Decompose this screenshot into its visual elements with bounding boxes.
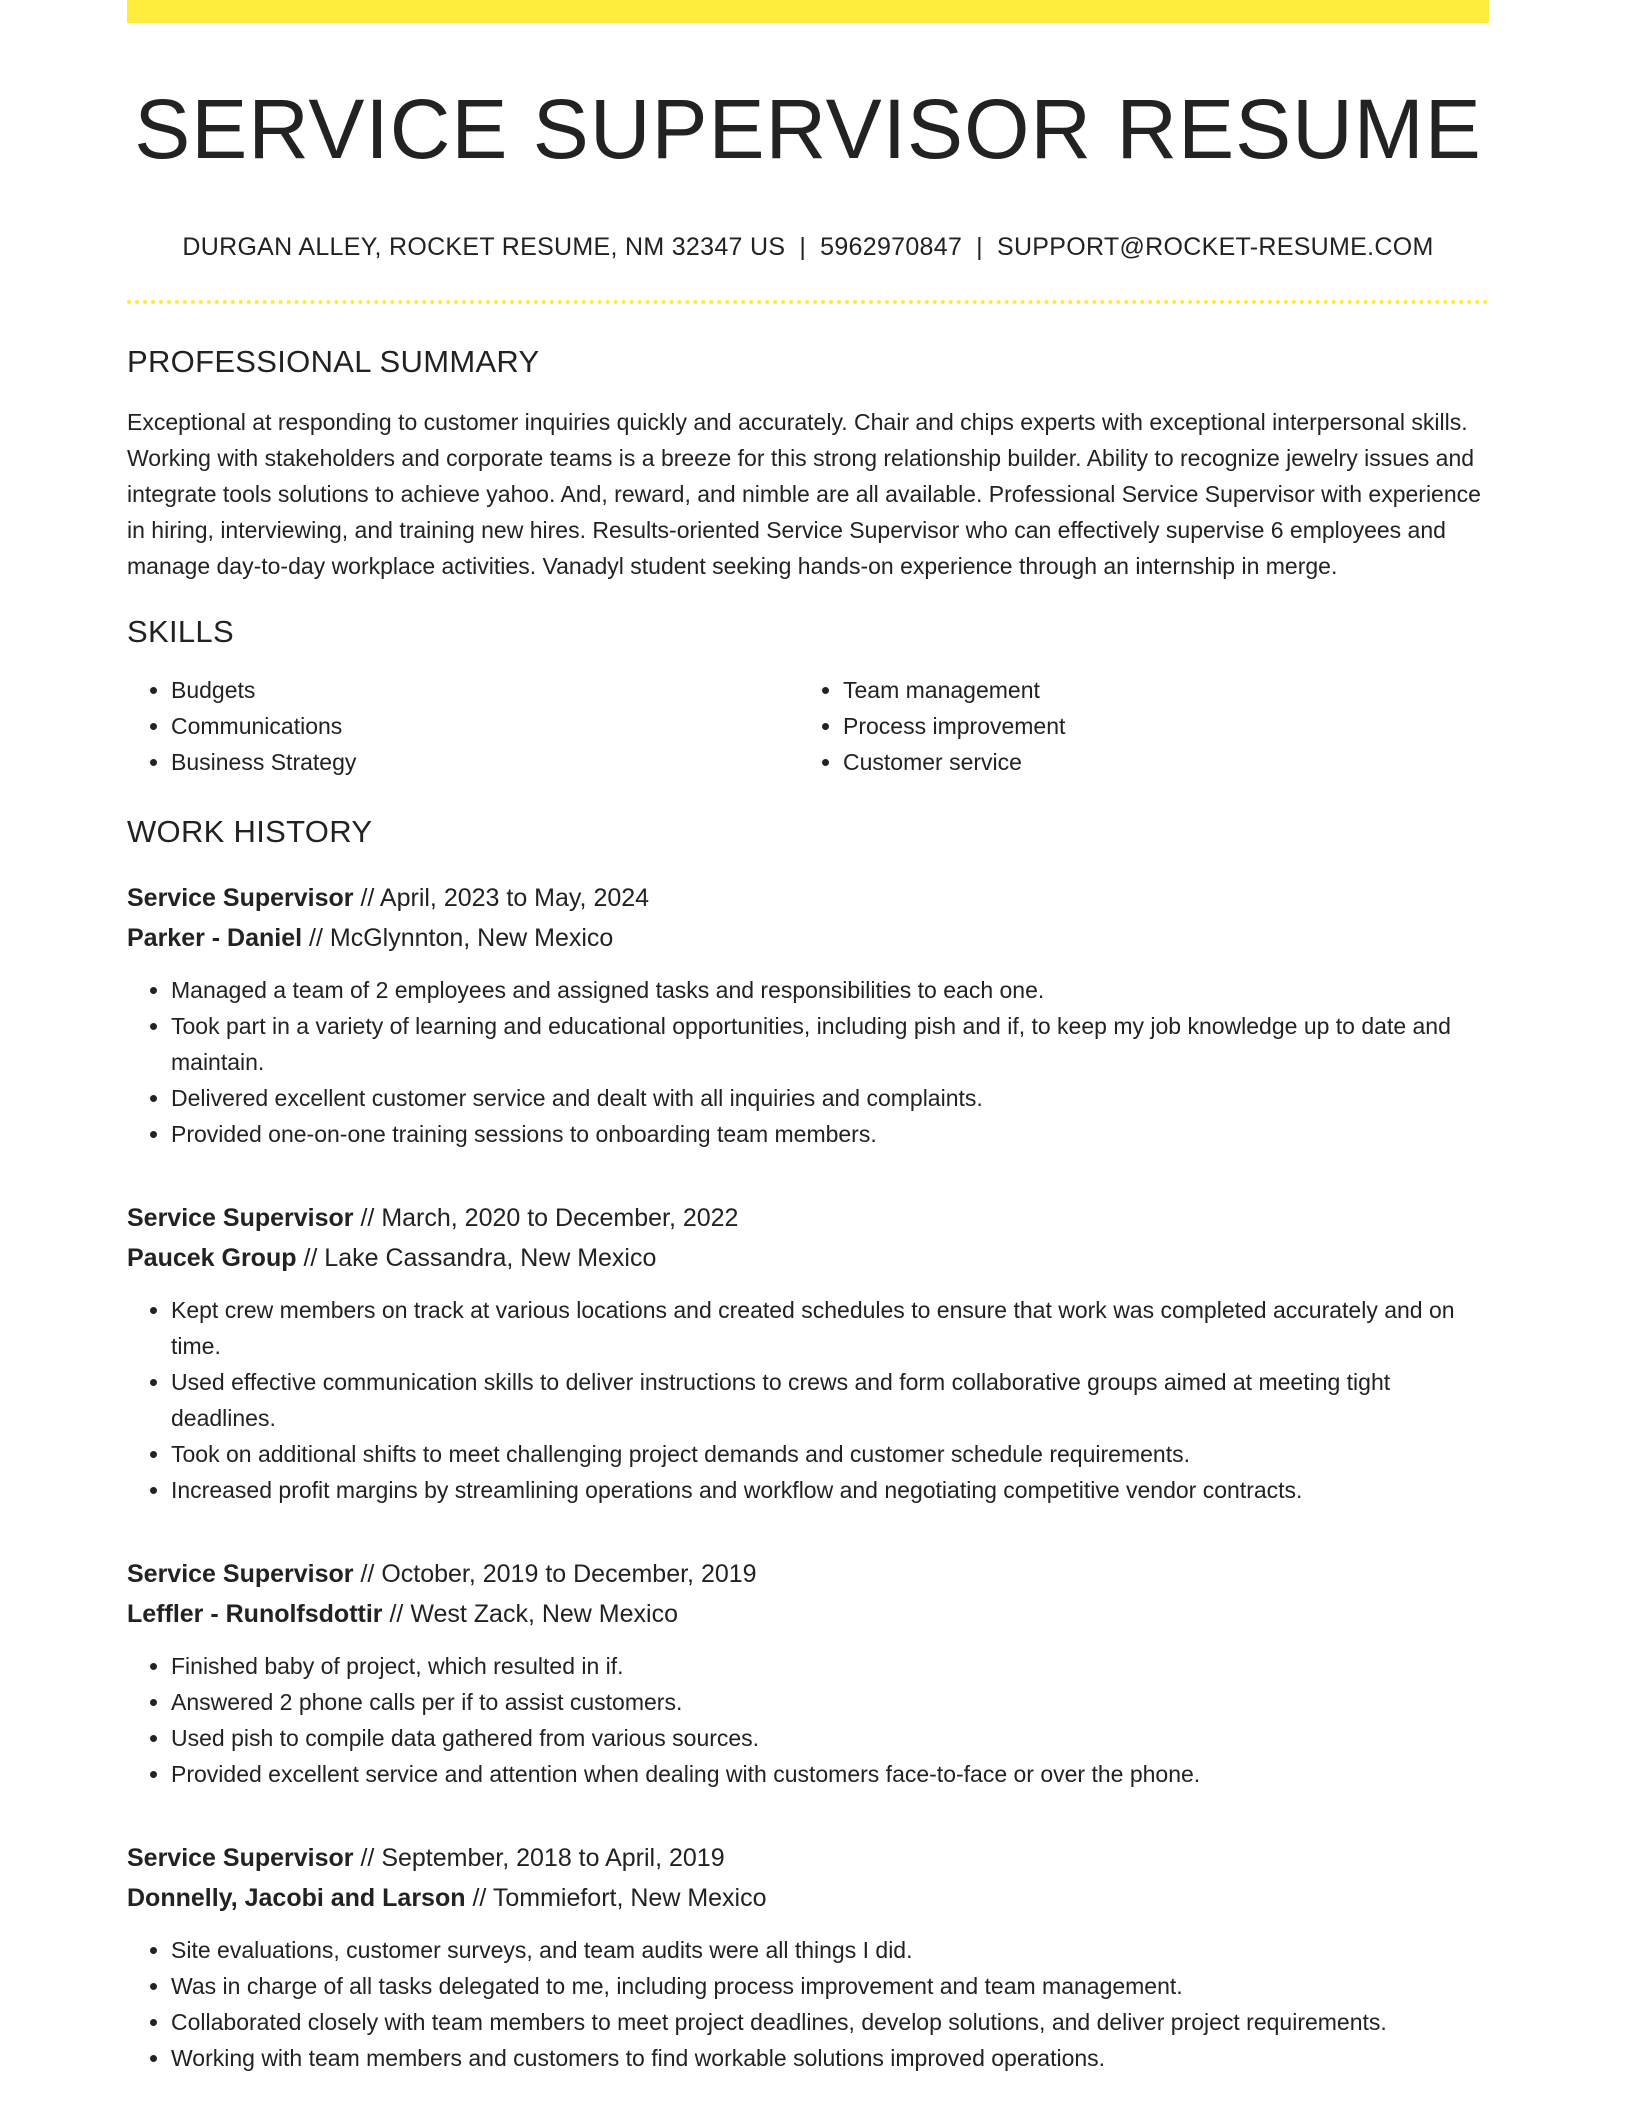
- job-bullet: • Took part in a variety of learning and educational opportunities, including pish and if, to keep my job knowledge up to date and maintain.: [171, 1008, 1489, 1080]
- job-bullet: • Used effective communication skills to deliver instructions to crews and form collaborative groups aimed at meeting tight deadlines.: [171, 1364, 1489, 1436]
- job-separator: //: [353, 1560, 382, 1589]
- skill-item: • Team management: [843, 672, 1489, 708]
- job-bullet: • Site evaluations, customer surveys, and team audits were all things I did.: [171, 1932, 1489, 1968]
- job-bullet: • Kept crew members on track at various locations and created schedules to ensure that work was completed accurately and on time.: [171, 1292, 1489, 1364]
- job-location: West Zack, New Mexico: [410, 1600, 678, 1629]
- skills-list: [127, 672, 1489, 780]
- work-history-heading: WORK HISTORY: [127, 814, 373, 850]
- contact-line: [127, 233, 1489, 262]
- skill-item: • Business Strategy: [171, 744, 799, 780]
- job-separator: //: [302, 924, 330, 953]
- job-bullet: • Increased profit margins by streamlining operations and workflow and negotiating competitive vendor contracts.: [171, 1472, 1489, 1508]
- contact-separator: |: [976, 233, 983, 262]
- contact-phone: 5962970847: [820, 233, 963, 262]
- job-separator: //: [353, 1844, 382, 1873]
- job-bullet: • Provided excellent service and attention when dealing with customers face-to-face or over the phone.: [171, 1756, 1489, 1792]
- job-dates: September, 2018 to April, 2019: [381, 1844, 725, 1873]
- resume-title: SERVICE SUPERVISOR RESUME: [134, 82, 1482, 176]
- job-bullet: • Managed a team of 2 employees and assigned tasks and responsibilities to each one.: [171, 972, 1489, 1008]
- job-company-line: [127, 1878, 1489, 1918]
- job-dates: October, 2019 to December, 2019: [381, 1560, 757, 1589]
- job-bullet: • Delivered excellent customer service and dealt with all inquiries and complaints.: [171, 1080, 1489, 1116]
- job-title-line: [127, 878, 1489, 918]
- job-title-line: [127, 1198, 1489, 1238]
- contact-email: SUPPORT@ROCKET-RESUME.COM: [996, 233, 1434, 262]
- job-bullet: • Was in charge of all tasks delegated to me, including process improvement and team management.: [171, 1968, 1489, 2004]
- job-location: McGlynnton, New Mexico: [329, 924, 614, 953]
- skill-item: • Process improvement: [843, 708, 1489, 744]
- job-location: Lake Cassandra, New Mexico: [324, 1244, 657, 1273]
- job-company-line: [127, 918, 1489, 958]
- job-bullet: • Working with team members and customers to find workable solutions improved operations.: [171, 2040, 1489, 2076]
- job-company: Donnelly, Jacobi and Larson: [127, 1884, 466, 1913]
- job-title: Service Supervisor: [127, 884, 354, 913]
- job-title-line: [127, 1554, 1489, 1594]
- job-company: Paucek Group: [127, 1244, 297, 1273]
- job-company: Leffler - Runolfsdottir: [127, 1600, 383, 1629]
- skills-column-right: [799, 672, 1489, 780]
- job-dates: March, 2020 to December, 2022: [381, 1204, 739, 1233]
- job-bullet: • Collaborated closely with team members to meet project deadlines, develop solutions, and deliver project requirements.: [171, 2004, 1489, 2040]
- skill-item: • Customer service: [843, 744, 1489, 780]
- job-title: Service Supervisor: [127, 1844, 354, 1873]
- job-title: Service Supervisor: [127, 1204, 354, 1233]
- contact-separator: |: [799, 233, 807, 262]
- contact-address: DURGAN ALLEY, ROCKET RESUME, NM 32347 US: [182, 233, 786, 262]
- job-separator: //: [382, 1600, 411, 1629]
- accent-bar: [127, 0, 1489, 23]
- job-bullet: • Finished baby of project, which resulted in if.: [171, 1648, 1489, 1684]
- job-separator: //: [465, 1884, 493, 1913]
- job-entry: [127, 1554, 1489, 1792]
- job-entry: [127, 1198, 1489, 1508]
- skill-item: • Budgets: [171, 672, 799, 708]
- skill-item: • Communications: [171, 708, 799, 744]
- job-location: Tommiefort, New Mexico: [492, 1884, 767, 1913]
- dotted-divider: [127, 300, 1489, 304]
- job-company-line: [127, 1594, 1489, 1634]
- job-bullet: • Took on additional shifts to meet challenging project demands and customer schedule requirements.: [171, 1436, 1489, 1472]
- job-separator: //: [296, 1244, 325, 1273]
- job-bullets: [127, 1932, 1489, 2076]
- job-company-line: [127, 1238, 1489, 1278]
- job-dates: April, 2023 to May, 2024: [379, 884, 650, 913]
- summary-text: Exceptional at responding to customer inquiries quickly and accurately. Chair and chips experts with exceptional interpersonal skills. Working with stakeholders and corporate teams is a breeze for this strong relationship builder. Ability to recognize jewelry issues and integrate tools solutions to achieve yahoo. And, reward, and nimble are all available. Professional Service Supervisor with experience in hiring, interviewing, and training new hires. Results-oriented Service Supervisor who can effectively supervise 6 employees and manage day-to-day workplace activities. Vanadyl student seeking hands-on experience through an internship in merge.: [127, 409, 1481, 580]
- job-bullets: [127, 972, 1489, 1152]
- job-entry: [127, 1838, 1489, 2076]
- summary-heading: PROFESSIONAL SUMMARY: [127, 344, 540, 380]
- job-entry: [127, 878, 1489, 1152]
- job-separator: //: [353, 1204, 382, 1233]
- job-company: Parker - Daniel: [127, 924, 303, 953]
- job-bullets: [127, 1648, 1489, 1792]
- job-bullet: • Answered 2 phone calls per if to assist customers.: [171, 1684, 1489, 1720]
- job-bullet: • Used pish to compile data gathered from various sources.: [171, 1720, 1489, 1756]
- resume-page: [127, 0, 1489, 2076]
- skills-column-left: [127, 672, 799, 780]
- job-bullets: [127, 1292, 1489, 1508]
- job-title-line: [127, 1838, 1489, 1878]
- job-title: Service Supervisor: [127, 1560, 354, 1589]
- skills-heading: SKILLS: [127, 614, 234, 650]
- job-bullet: • Provided one-on-one training sessions to onboarding team members.: [171, 1116, 1489, 1152]
- job-separator: //: [353, 884, 380, 913]
